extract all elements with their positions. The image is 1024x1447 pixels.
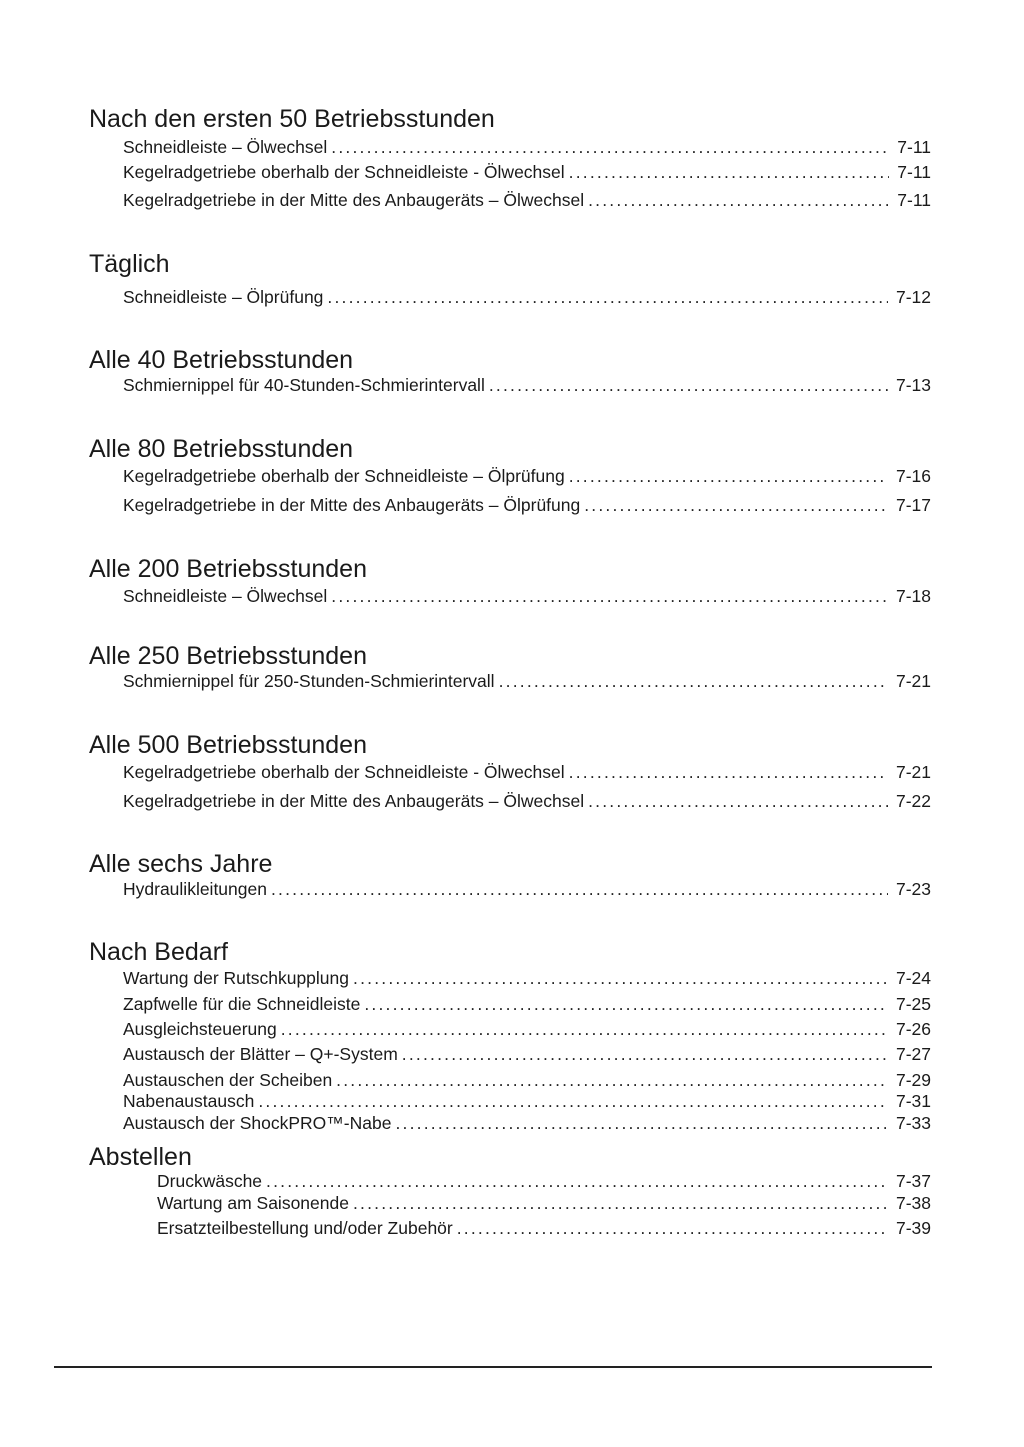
toc-entry[interactable] <box>123 993 931 1015</box>
toc-entry[interactable] <box>123 790 931 812</box>
toc-entry[interactable] <box>123 761 931 783</box>
toc-entry-text: Kegelradgetriebe oberhalb der Schneidleiste – Ölprüfung <box>123 466 565 486</box>
toc-entry[interactable] <box>123 286 931 308</box>
toc-entry[interactable] <box>123 1090 931 1112</box>
toc-entry-text: Kegelradgetriebe oberhalb der Schneidleiste - Ölwechsel <box>123 762 565 782</box>
toc-entry-page: 7-37 <box>895 1171 931 1191</box>
dot-leader <box>499 670 888 692</box>
toc-entry-page: 7-29 <box>895 1070 931 1090</box>
toc-entry-page: 7-24 <box>895 968 931 988</box>
dot-leader <box>258 1090 888 1112</box>
toc-entry[interactable] <box>123 1018 931 1040</box>
dot-leader <box>327 286 888 308</box>
dot-leader <box>569 761 888 783</box>
section-heading-abstellen: Abstellen <box>89 1143 192 1171</box>
toc-entry-page: 7-27 <box>895 1044 931 1064</box>
toc-entry[interactable] <box>123 465 931 487</box>
toc-entry-page: 7-39 <box>895 1218 931 1238</box>
section-heading-alle-80: Alle 80 Betriebsstunden <box>89 435 354 463</box>
toc-entry-text: Wartung am Saisonende <box>157 1193 349 1213</box>
toc-entry-page: 7-11 <box>897 162 931 182</box>
toc-entry[interactable] <box>123 136 931 158</box>
toc-entry[interactable] <box>123 878 931 900</box>
dot-leader <box>402 1043 888 1065</box>
toc-entry-text: Nabenaustausch <box>123 1091 255 1111</box>
section-heading-taeglich: Täglich <box>89 250 170 278</box>
section-heading-nach-50-stunden: Nach den ersten 50 Betriebsstunden <box>89 105 495 133</box>
toc-entry-page: 7-33 <box>895 1113 931 1133</box>
toc-entry[interactable] <box>123 161 931 183</box>
toc-entry-text: Schmiernippel für 250-Stunden-Schmierintervall <box>123 671 495 691</box>
dot-leader <box>266 1170 888 1192</box>
toc-entry[interactable] <box>123 189 931 211</box>
toc-entry[interactable] <box>123 1069 931 1091</box>
toc-entry-text: Kegelradgetriebe in der Mitte des Anbaugeräts – Ölwechsel <box>123 190 585 210</box>
toc-entry-page: 7-13 <box>895 375 931 395</box>
toc-entry-text: Hydraulikleitungen <box>123 879 267 899</box>
footer-rule <box>54 1366 932 1368</box>
toc-entry[interactable] <box>123 1112 931 1134</box>
toc-entry-page: 7-21 <box>895 762 931 782</box>
dot-leader <box>584 494 888 516</box>
dot-leader <box>336 1069 888 1091</box>
toc-entry-page: 7-11 <box>897 190 931 210</box>
toc-entry-text: Wartung der Rutschkupplung <box>123 968 350 988</box>
dot-leader <box>271 878 888 900</box>
dot-leader <box>353 967 888 989</box>
toc-entry-page: 7-25 <box>895 994 931 1014</box>
toc-entry-text: Druckwäsche <box>157 1171 263 1191</box>
toc-entry[interactable] <box>123 494 931 516</box>
toc-entry-page: 7-17 <box>895 495 931 515</box>
toc-entry-page: 7-38 <box>895 1193 931 1213</box>
dot-leader <box>489 374 888 396</box>
toc-entry[interactable] <box>123 670 931 692</box>
section-heading-alle-500: Alle 500 Betriebsstunden <box>89 731 367 759</box>
dot-leader <box>281 1018 888 1040</box>
dot-leader <box>457 1217 888 1239</box>
dot-leader <box>395 1112 888 1134</box>
toc-entry-page: 7-23 <box>895 879 931 899</box>
toc-entry-text: Schneidleiste – Ölprüfung <box>123 287 324 307</box>
toc-entry-text: Austauschen der Scheiben <box>123 1070 333 1090</box>
dot-leader <box>353 1192 888 1214</box>
toc-entry-text: Austausch der ShockPRO™-Nabe <box>123 1113 392 1133</box>
toc-entry[interactable] <box>123 585 931 607</box>
dot-leader <box>569 465 888 487</box>
toc-entry-page: 7-31 <box>895 1091 931 1111</box>
toc-entry[interactable] <box>123 1043 931 1065</box>
dot-leader <box>364 993 888 1015</box>
toc-entry-text: Ausgleichsteuerung <box>123 1019 277 1039</box>
toc-entry-page: 7-11 <box>897 137 931 157</box>
dot-leader <box>588 790 888 812</box>
toc-entry[interactable] <box>157 1192 931 1214</box>
toc-entry-text: Zapfwelle für die Schneidleiste <box>123 994 361 1014</box>
toc-entry-text: Ersatzteilbestellung und/oder Zubehör <box>157 1218 453 1238</box>
toc-entry-page: 7-18 <box>895 586 931 606</box>
dot-leader <box>331 585 888 607</box>
toc-entry-page: 7-12 <box>895 287 931 307</box>
toc-entry-text: Kegelradgetriebe in der Mitte des Anbaugeräts – Ölwechsel <box>123 791 585 811</box>
section-heading-nach-bedarf: Nach Bedarf <box>89 938 228 966</box>
section-heading-alle-sechs-jahre: Alle sechs Jahre <box>89 850 273 878</box>
toc-entry-text: Austausch der Blätter – Q+-System <box>123 1044 398 1064</box>
toc-entry-text: Kegelradgetriebe in der Mitte des Anbaugeräts – Ölprüfung <box>123 495 581 515</box>
dot-leader <box>569 161 890 183</box>
toc-entry-page: 7-26 <box>895 1019 931 1039</box>
toc-entry-page: 7-16 <box>895 466 931 486</box>
toc-entry[interactable] <box>157 1217 931 1239</box>
toc-entry[interactable] <box>157 1170 931 1192</box>
dot-leader <box>588 189 889 211</box>
dot-leader <box>331 136 889 158</box>
toc-entry[interactable] <box>123 967 931 989</box>
section-heading-alle-40: Alle 40 Betriebsstunden <box>89 346 354 374</box>
toc-entry-text: Schneidleiste – Ölwechsel <box>123 137 328 157</box>
toc-entry-text: Schmiernippel für 40-Stunden-Schmierintervall <box>123 375 485 395</box>
section-heading-alle-250: Alle 250 Betriebsstunden <box>89 642 367 670</box>
toc-entry-text: Schneidleiste – Ölwechsel <box>123 586 328 606</box>
toc-entry-page: 7-22 <box>895 791 931 811</box>
toc-entry-text: Kegelradgetriebe oberhalb der Schneidleiste - Ölwechsel <box>123 162 565 182</box>
toc-entry-page: 7-21 <box>895 671 931 691</box>
toc-entry[interactable] <box>123 374 931 396</box>
section-heading-alle-200: Alle 200 Betriebsstunden <box>89 555 367 583</box>
